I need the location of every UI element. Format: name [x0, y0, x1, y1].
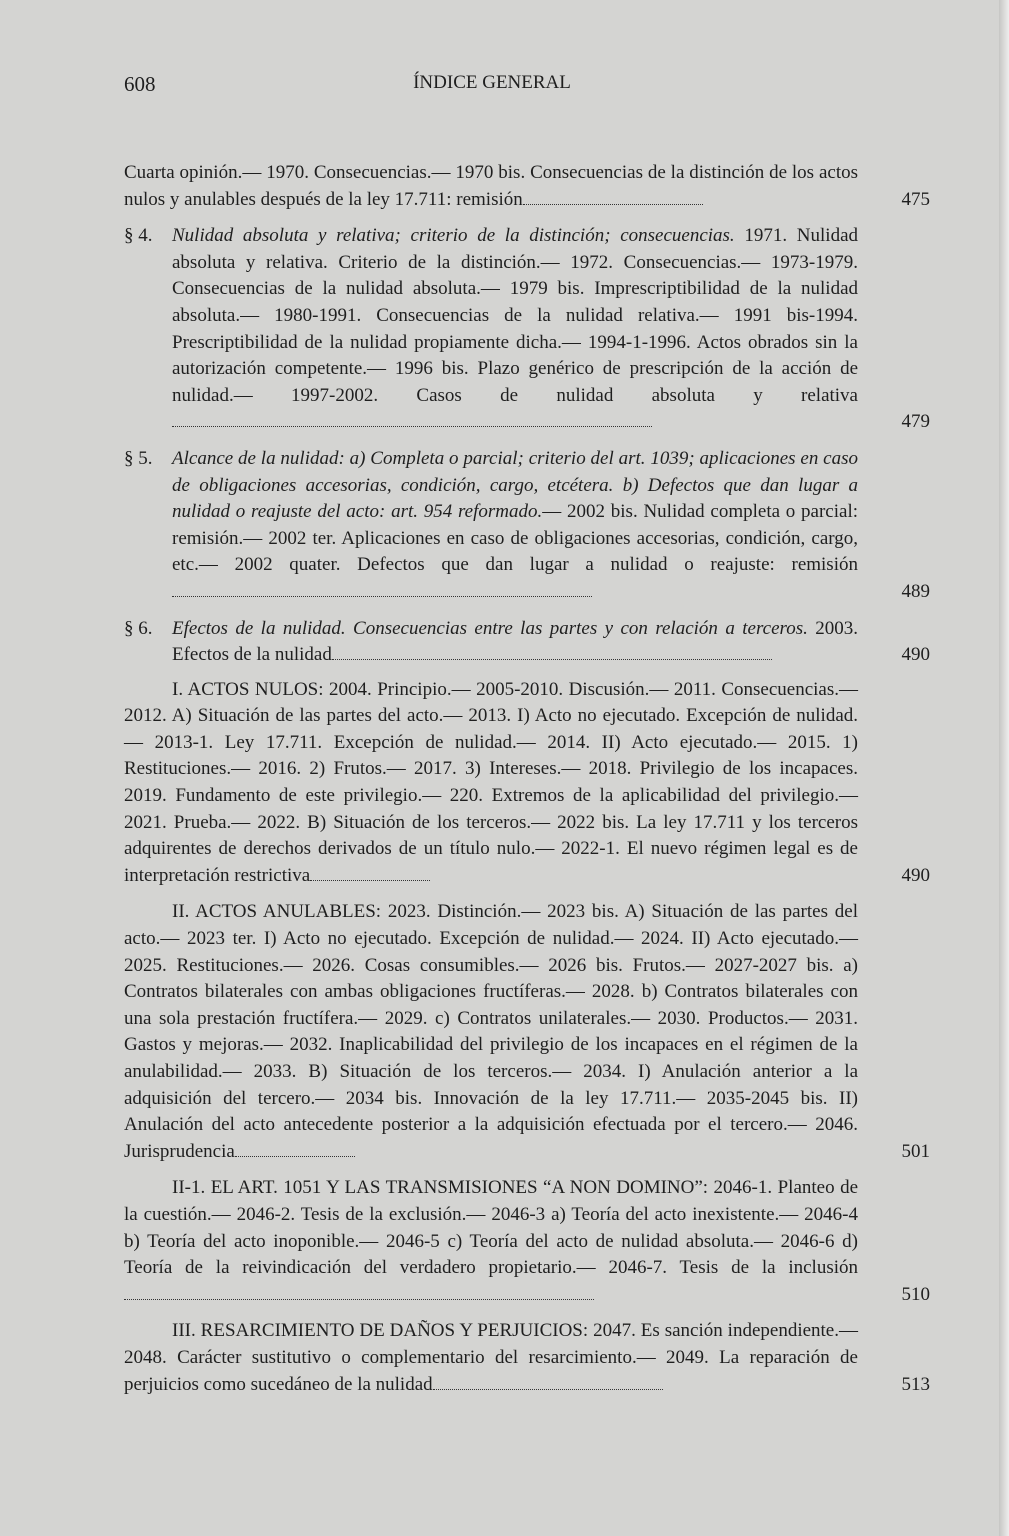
dot-leader [124, 1285, 594, 1300]
entry-body: 2003. Efectos de la nulidad [172, 617, 858, 666]
entry-page-number: 501 [901, 1140, 930, 1162]
entry-page-number: 510 [901, 1283, 930, 1305]
toc-entry [124, 223, 930, 436]
entry-text [124, 223, 858, 436]
dot-leader [523, 190, 703, 205]
section-number: § 6. [124, 617, 153, 639]
entry-body: III. RESARCIMIENTO DE DAÑOS Y PERJUICIOS: 2047. Es sanción independiente.— 2048. Carácter sustitutivo o complementario del resarcimiento.— 2049. La reparación de perjuicios como sucedáneo de la nulidad [124, 1320, 858, 1395]
toc-entry [124, 1175, 930, 1308]
entry-text [124, 899, 858, 1165]
section-title: Alcance de la nulidad: a) Completa o parcial; criterio del art. 1039; aplicaciones en caso de obligaciones accesorias, condición, cargo, etcétera. b) Defectos que dan lugar a nulidad o reajuste del acto: art. 954 reformado. [172, 447, 858, 523]
section-number: § 4. [124, 225, 153, 247]
entry-body: II. ACTOS ANULABLES: 2023. Distinción.— 2023 bis. A) Situación de las partes del acto.— 2023 ter. I) Acto no ejecutado. Excepción de nulidad.— 2024. II) Acto ejecutado.— 2025. Restituciones.— 2026. Cosas consumibles.— 2026 bis. Frutos.— 2027-2027 bis. a) Contratos bilaterales con ambas obligaciones fructíferas.— 2028. b) Contratos bilaterales con una sola prestación fructífera.— 2029. c) Contratos unilaterales.— 2030. Productos.— 2031. Gastos y mejoras.— 2032. Inaplicabilidad del privilegio de los incapaces en el régimen de la anulabilidad.— 2033. B) Situación de los terceros.— 2034. I) Anulación anterior a la adquisición del tercero.— 2034 bis. Innovación de la ley 17.711.— 2035-2045 bis. II) Anulación del acto antecedente posterior a la adquisición efectuada por el tercero.— 2046. Jurisprudencia [124, 901, 858, 1162]
entry-body: 1971. Nulidad absoluta y relativa. Criterio de la distinción.— 1972. Consecuencias.— 1973-1979. Consecuencias de la nulidad absoluta.— 1979 bis. Imprescriptibilidad de la nulidad absoluta.— 1980-1991. Consecuencias de la nulidad relativa.— 1991 bis-1994. Prescriptibilidad de la nulidad propiamente dicha.— 1994-1-1996. Actos obrados sin la autorización competente.— 1996 bis. Plazo genérico de prescripción de la acción de nulidad.— 1997-2002. Casos de nulidad absoluta y relativa [172, 225, 858, 406]
entry-text [124, 616, 858, 669]
toc-entry [124, 160, 930, 213]
entry-page-number: 513 [901, 1373, 930, 1395]
table-of-contents [124, 160, 930, 1408]
section-number: § 5. [124, 447, 153, 469]
page-edge [999, 0, 1009, 1536]
entry-page-number: 490 [901, 864, 930, 886]
dot-leader [172, 582, 592, 597]
entry-text [124, 160, 858, 213]
section-title: Efectos de la nulidad. Consecuencias entre las partes y con relación a terceros. [172, 617, 808, 639]
dot-leader [235, 1142, 355, 1157]
toc-entry [124, 616, 930, 669]
entry-body: I. ACTOS NULOS: 2004. Principio.— 2005-2010. Discusión.— 2011. Consecuencias.— 2012. A) Situación de las partes del acto.— 2013. I) Acto no ejecutado. Excepción de nulidad.— 2013-1. Ley 17.711. Excepción de nulidad.— 2014. II) Acto ejecutado.— 2015. 1) Restituciones.— 2016. 2) Frutos.— 2017. 3) Intereses.— 2018. Privilegio de los incapaces. 2019. Fundamento de este privilegio.— 220. Extremos de la aplicabilidad del privilegio.— 2021. Prueba.— 2022. B) Situación de los terceros.— 2022 bis. La ley 17.711 y los terceros adquirentes de derechos derivados de un título nulo.— 2022-1. El nuevo régimen legal es de interpretación restrictiva [124, 678, 858, 886]
entry-body: II-1. EL ART. 1051 Y LAS TRANSMISIONES “A NON DOMINO”: 2046-1. Planteo de la cuestión.— 2046-2. Tesis de la exclusión.— 2046-3 a) Teoría del acto inexistente.— 2046-4 b) Teoría del acto inoponible.— 2046-5 c) Teoría del acto de nulidad absoluta.— 2046-6 d) Teoría de la reivindicación del verdadero propietario.— 2046-7. Tesis de la inclusión [124, 1177, 858, 1279]
dot-leader [433, 1375, 663, 1390]
page-header [124, 72, 860, 102]
toc-entry [124, 1318, 930, 1398]
dot-leader [332, 645, 772, 660]
dot-leader [172, 412, 652, 427]
toc-entry [124, 677, 930, 890]
page-number: 608 [124, 72, 156, 96]
entry-text [124, 677, 858, 890]
entry-page-number: 490 [901, 644, 930, 666]
running-title: ÍNDICE GENERAL [413, 72, 571, 93]
entry-text [124, 1175, 858, 1308]
toc-entry [124, 899, 930, 1165]
dot-leader [310, 866, 430, 881]
entry-body: — 2002 bis. Nulidad completa o parcial: remisión.— 2002 ter. Aplicaciones en caso de obligaciones accesorias, condición, cargo, etc.— 2002 quater. Defectos que dan lugar a nulidad o reajuste: remisión [172, 501, 858, 576]
toc-entry [124, 446, 930, 606]
entry-page-number: 489 [901, 580, 930, 602]
entry-text [124, 1318, 858, 1398]
entry-body: Cuarta opinión.— 1970. Consecuencias.— 1970 bis. Consecuencias de la distinción de los actos nulos y anulables después de la ley 17.711: remisión [124, 162, 858, 210]
section-title: Nulidad absoluta y relativa; criterio de la distinción; consecuencias. [172, 225, 735, 247]
entry-text [124, 446, 858, 606]
entry-page-number: 475 [901, 188, 930, 210]
entry-page-number: 479 [901, 411, 930, 433]
